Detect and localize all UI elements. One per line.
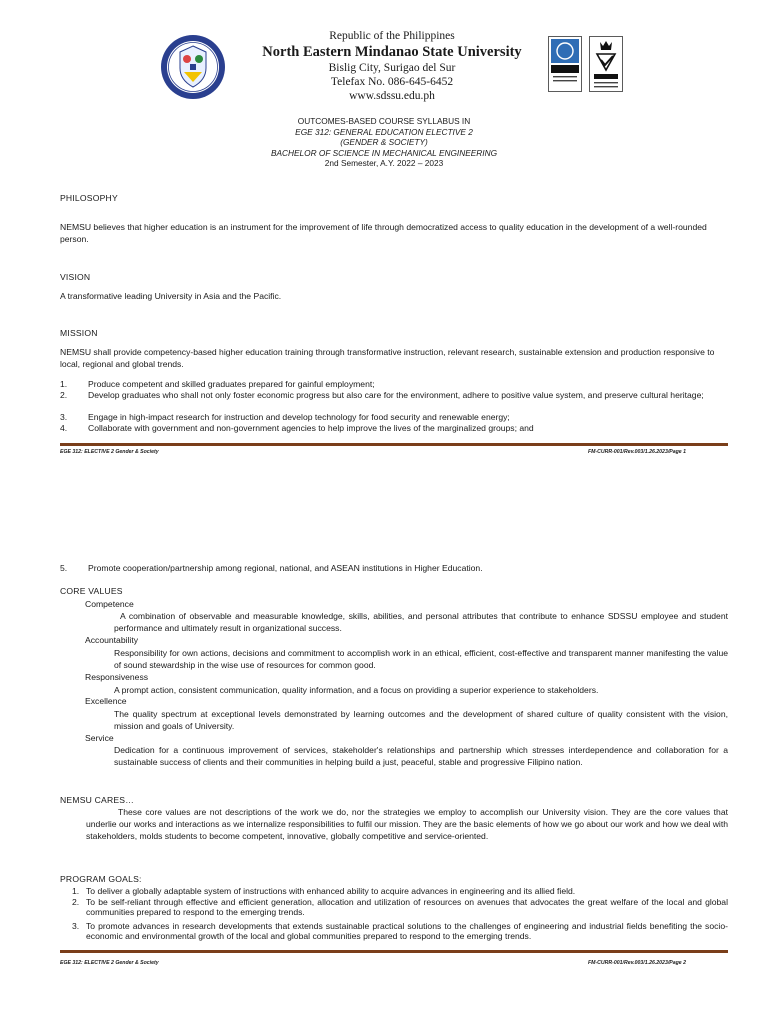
- program-goal-text: To promote advances in research developments that extends sustainable practical solutions to the challenges of engineering and industrial fields benefiting the socio-economic and environmental growth of the local and global communities prepared to respond to the emerging trends.: [86, 921, 728, 942]
- mission-item: [60, 423, 722, 434]
- mission-item: [60, 390, 722, 401]
- program-goals-heading: PROGRAM GOALS:: [60, 874, 142, 884]
- vision-heading: VISION: [60, 272, 91, 282]
- document-page-1: [0, 0, 768, 462]
- program-goal-item: [72, 886, 728, 896]
- program-goal-text: To be self-reliant through effective and efficient generation, allocation and utilization of resources on avenues that advocates the great welfare of the local and global communities prepared to respond to the emerging trends.: [86, 897, 728, 918]
- ukas-certification-icon: [589, 36, 623, 92]
- iso-certification-icon: [548, 36, 582, 92]
- university-seal-icon: [160, 34, 226, 100]
- title-line-3: (GENDER & SOCIETY): [340, 137, 428, 148]
- mission-item-number: 4.: [60, 423, 68, 433]
- mission-item-text: Develop graduates who shall not only foster economic progress but also care for the environment, adhere to positive value system, and preserve cultural heritage;: [88, 390, 704, 400]
- core-value-text: A prompt action, consistent communication, quality information, and a focus on providing a superior experience to stakeholders.: [114, 685, 599, 695]
- nemsu-cares-heading: NEMSU CARES…: [60, 795, 135, 805]
- core-value-text: Dedication for a continuous improvement of services, stakeholder's relationships and partnership which stresses interdependence and collaboration for a sustainable success of clients and their communities in helping build a just, peaceful, stable and progressive Filipino nation.: [114, 745, 728, 767]
- philosophy-text: NEMSU believes that higher education is an instrument for the improvement of life through democratized access to quality education in the development of a well-rounded person.: [60, 222, 707, 244]
- core-value-name: Excellence: [85, 696, 127, 706]
- university-name: North Eastern Mindanao State University: [262, 44, 522, 60]
- footer-form-code: FM-CURR-001/Rev.003/1.26.2023/Page 2: [587, 960, 686, 966]
- document-page-2: [0, 548, 768, 1024]
- mission-item-number: 2.: [60, 390, 68, 400]
- core-value-text: The quality spectrum at exceptional levels demonstrated by learning outcomes and the development of shared culture of quality consistent with the vision, mission and goals of University.: [114, 709, 728, 731]
- program-goal-item: [72, 921, 728, 942]
- vision-text: A transformative leading University in Asia and the Pacific.: [60, 291, 282, 301]
- syllabus-title: [0, 116, 768, 169]
- program-goal-number: 3.: [72, 921, 80, 931]
- footer-course: EGE 312: ELECTIVE 2 Gender & Society: [60, 960, 159, 966]
- letterhead: [262, 30, 522, 103]
- core-value-name: Service: [85, 733, 114, 743]
- mission-item-number: 5.: [60, 563, 68, 573]
- title-line-4: BACHELOR OF SCIENCE IN MECHANICAL ENGINEERING: [270, 147, 498, 158]
- mission-item-number: 1.: [60, 379, 68, 389]
- title-line-2: EGE 312: GENERAL EDUCATION ELECTIVE 2: [295, 126, 473, 137]
- mission-item: [60, 379, 722, 390]
- republic-line: Republic of the Philippines: [329, 30, 455, 42]
- core-value-name: Responsiveness: [85, 672, 149, 682]
- program-goal-text: To deliver a globally adaptable system of instructions with enhanced ability to acquire advances in engineering and its allied field.: [86, 886, 576, 896]
- program-goal-number: 2.: [72, 897, 80, 907]
- footer-course: EGE 312: ELECTIVE 2 Gender & Society: [60, 449, 159, 455]
- program-goal-number: 1.: [72, 886, 80, 896]
- mission-item-text: Promote cooperation/partnership among regional, national, and ASEAN institutions in Higher Education.: [88, 563, 483, 573]
- mission-item-number: 3.: [60, 412, 68, 422]
- core-value-text: Responsibility for own actions, decisions and commitment to accomplish work in an ethical, efficient, cost-effective and transparent manner manifesting the value of sound stewardship in the wise use of resources for common good.: [114, 648, 728, 670]
- university-address: Bislig City, Surigao del Sur: [328, 62, 456, 74]
- program-goal-item: [72, 897, 728, 918]
- university-website: www.sdssu.edu.ph: [349, 90, 435, 102]
- philosophy-heading: PHILOSOPHY: [60, 193, 118, 203]
- core-value-name: Competence: [85, 599, 134, 609]
- mission-item-text: Produce competent and skilled graduates prepared for gainful employment;: [88, 379, 375, 389]
- mission-item: [60, 563, 722, 574]
- mission-heading: MISSION: [60, 328, 98, 338]
- mission-item-text: Engage in high-impact research for instruction and develop technology for food security and renewable energy;: [88, 412, 510, 422]
- core-value-name: Accountability: [85, 635, 139, 645]
- mission-text: NEMSU shall provide competency-based higher education training through transformative instruction, relevant research, sustainable extension and production responsive to local, regional and global trends.: [60, 347, 715, 369]
- footer-rule: [60, 443, 728, 446]
- university-telefax: Telefax No. 086-645-6452: [330, 76, 454, 88]
- mission-item: [60, 412, 722, 423]
- footer-form-code: FM-CURR-001/Rev.003/1.26.2023/Page 1: [587, 449, 686, 455]
- nemsu-cares-text: These core values are not descriptions of the work we do, nor the strategies we employ to accomplish our University vision. They are the core values that underlie our works and interactions as we internalize responsibilities to fulfil our mission. They are the basic elements of how we go about our work and how we deal with stakeholders, molds students to become competent, innovative, globally competitive and service-oriented.: [86, 807, 728, 841]
- title-line-5: 2nd Semester, A.Y. 2022 – 2023: [324, 158, 444, 169]
- core-values-heading: CORE VALUES: [60, 586, 123, 596]
- footer-rule: [60, 950, 728, 953]
- core-value-text: A combination of observable and measurable knowledge, skills, abilities, and personal attributes that contribute to enhance SDSSU employee and student performance and ultimately result in organizational success.: [114, 611, 728, 633]
- mission-item-text: Collaborate with government and non-government agencies to help improve the lives of the marginalized groups; and: [88, 423, 534, 433]
- title-line-1: OUTCOMES-BASED COURSE SYLLABUS IN: [297, 116, 471, 126]
